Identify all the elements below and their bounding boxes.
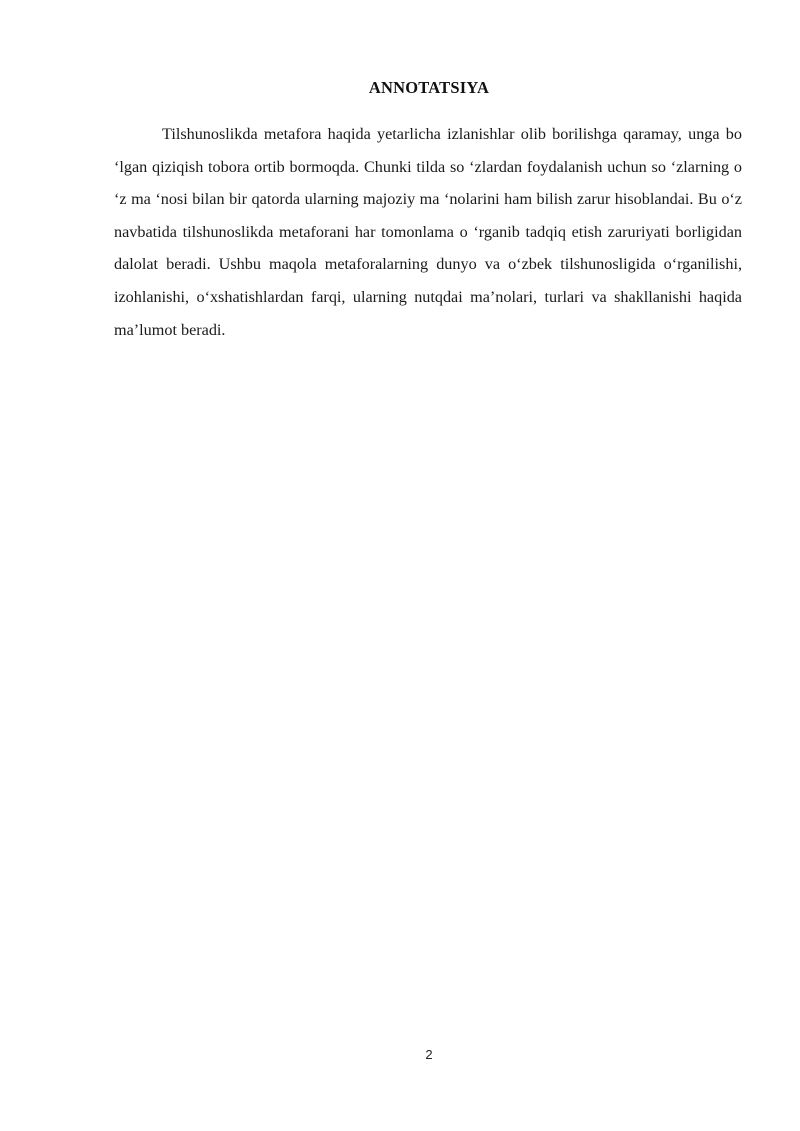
abstract-paragraph: Tilshunoslikda metafora haqida yetarlicha izlanishlar olib borilishga qaramay, unga bo ‘lgan qiziqish tobora ortib bormoqda. Chunki tilda so ‘zlardan foydalanish uchun so ‘zlarning o ‘z ma ‘nosi bilan bir qatorda ularning majoziy ma ‘nolarini ham bilish zarur hisoblandai. Bu o‘z navbatida tilshunoslikda metaforani har tomonlama o ‘rganib tadqiq etish zaruriyati borligidan dalolat beradi. Ushbu maqola metaforalarning dunyo va o‘zbek tilshunosligida o‘rganilishi, izohlanishi, o‘xshatishlardan farqi, ularning nutqdai ma’nolari, turlari va shakllanishi haqida ma’lumot beradi. xyxy=(114,125,742,339)
page-title: ANNOTATSIYA xyxy=(368,78,490,97)
page-number: 2 xyxy=(425,1047,433,1062)
